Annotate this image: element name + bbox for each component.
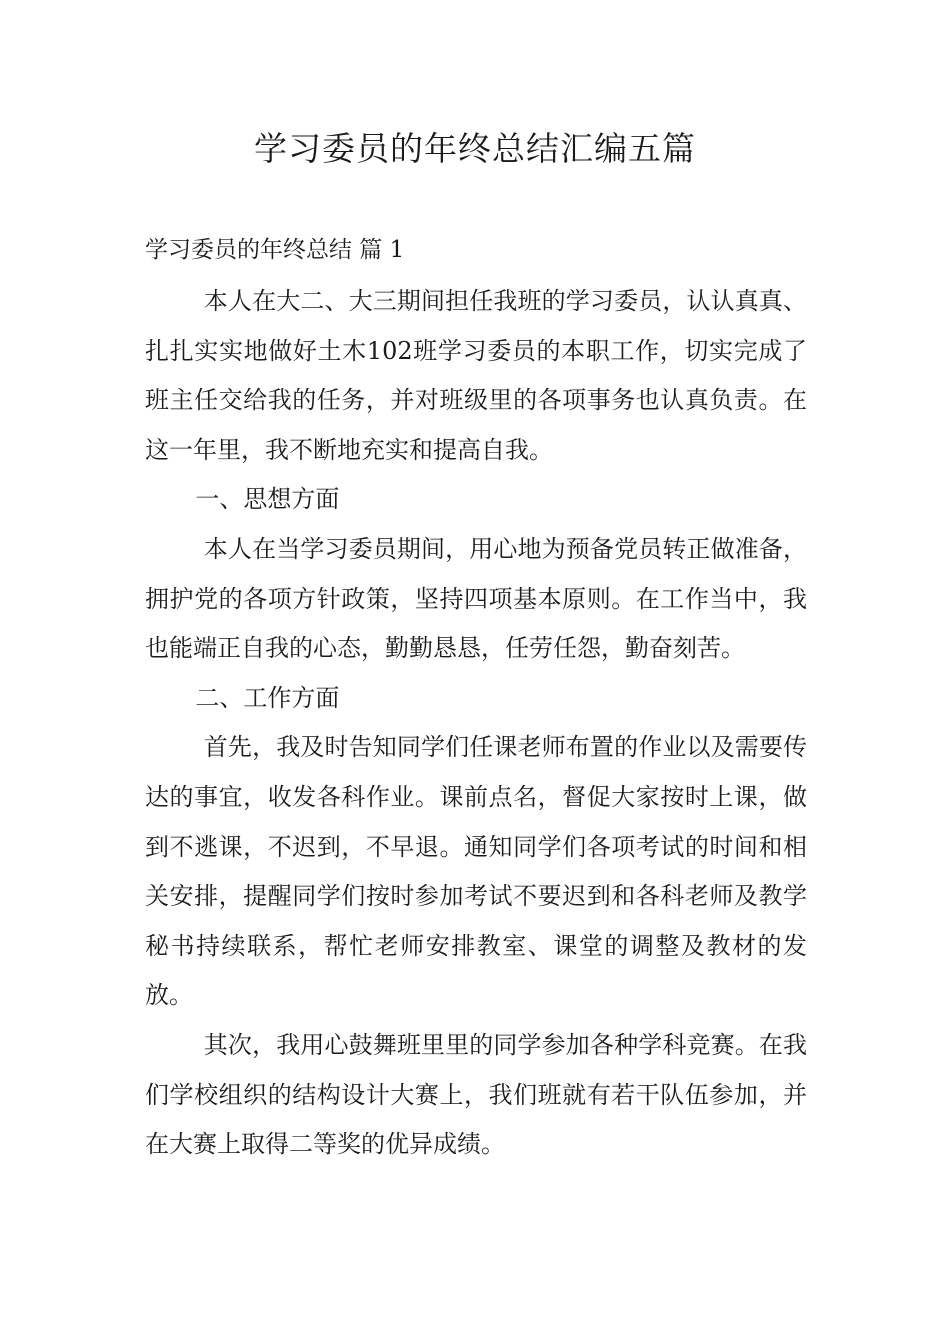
document-body bbox=[145, 225, 807, 1170]
section-title: 学习委员的年终总结 篇 1 bbox=[145, 237, 405, 263]
paragraph-work-first: 首先，我及时告知同学们任课老师布置的作业以及需要传达的事宜，收发各科作业。课前点名，督促大家按时上课，做到不逃课，不迟到，不早退。通知同学们各项考试的时间和相关安排，提醒同学们按时参加考试不要迟到和各科老师及教学秘书持续联系，帮忙老师安排教室、课堂的调整及教材的发放。 bbox=[145, 733, 807, 1010]
document-title: 学习委员的年终总结汇编五篇 bbox=[254, 129, 696, 168]
paragraph-intro: 本人在大二、大三期间担任我班的学习委员，认认真真、扎扎实实地做好土木102班学习委员的本职工作，切实完成了班主任交给我的任务，并对班级里的各项事务也认真负责。在这一年里，我不断地充实和提高自我。 bbox=[145, 287, 807, 464]
heading-thought: 一、思想方面 bbox=[195, 485, 340, 514]
paragraph-work-second: 其次，我用心鼓舞班里里的同学参加各种学科竞赛。在我们学校组织的结构设计大赛上，我们班就有若干队伍参加，并在大赛上取得二等奖的优异成绩。 bbox=[145, 1030, 807, 1159]
heading-work: 二、工作方面 bbox=[195, 683, 340, 712]
paragraph-thought: 本人在当学习委员期间，用心地为预备党员转正做准备，拥护党的各项方针政策，坚持四项基本原则。在工作当中，我也能端正自我的心态，勤勤恳恳，任劳任怨，勤奋刻苦。 bbox=[145, 534, 807, 663]
